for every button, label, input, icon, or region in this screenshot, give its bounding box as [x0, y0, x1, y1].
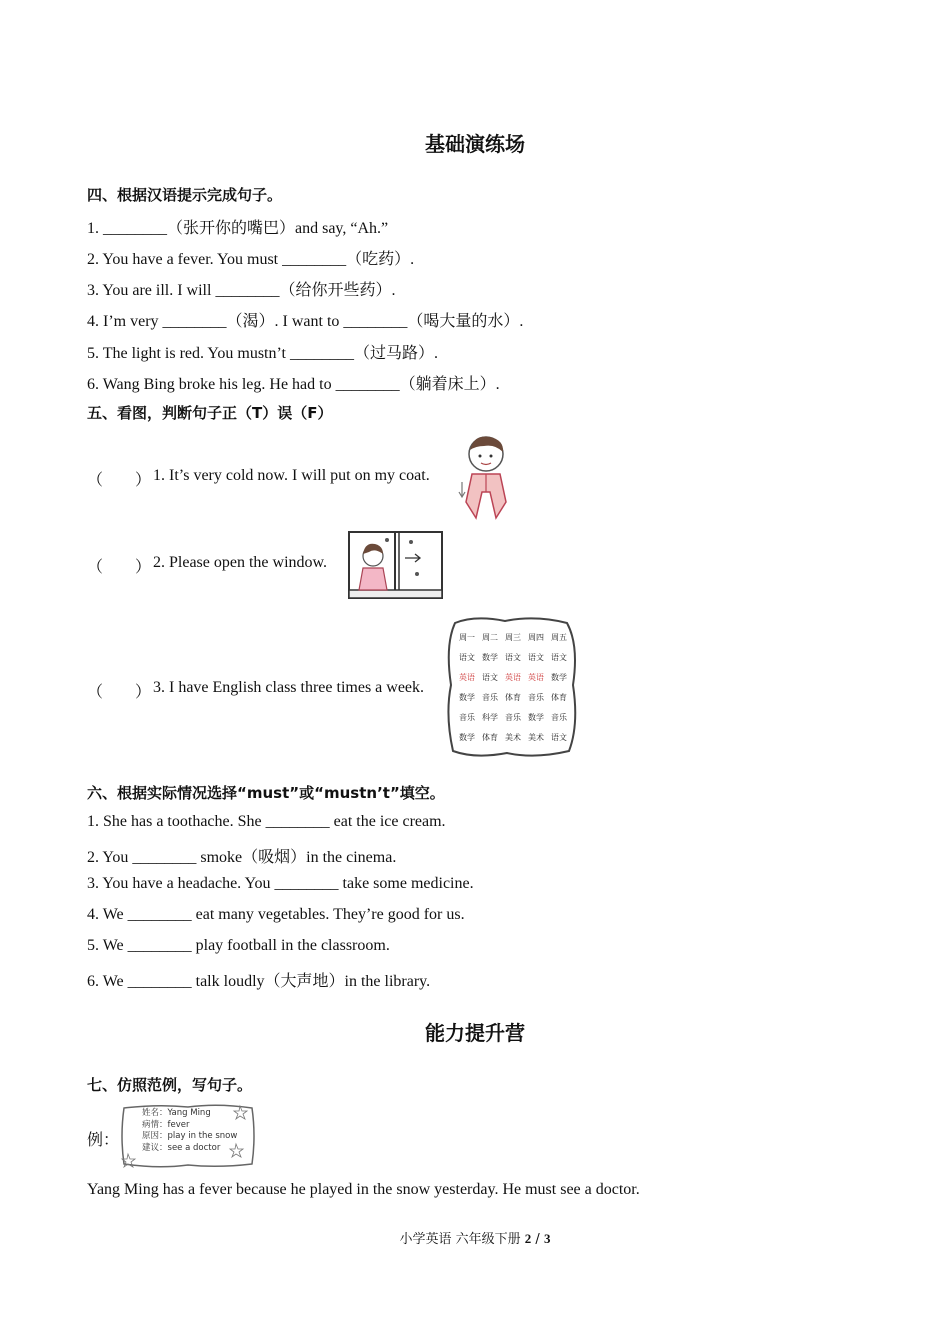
timetable-cell: 数学 [482, 653, 498, 662]
timetable-cell: 科学 [482, 713, 498, 722]
example-answer: Yang Ming has a fever because he played in the snow yesterday. He must see a doctor. [87, 1181, 640, 1198]
timetable-cell: 英语 [505, 673, 521, 682]
tf-bracket-1: （ ） [87, 472, 152, 489]
timetable-cell: 语文 [528, 653, 544, 662]
section-4-title: 四、根据汉语提示完成句子。 [87, 186, 283, 204]
timetable-cell: 数学 [459, 733, 475, 742]
card-key: 姓名： [142, 1108, 168, 1118]
tf-bracket-2: （ ） [87, 559, 152, 576]
card-key: 原因： [142, 1131, 168, 1141]
timetable-cell: 音乐 [528, 693, 544, 702]
patient-card [142, 1108, 237, 1154]
sec4-line-3: 3. You are ill. I will ________（给你开些药）. [87, 282, 396, 299]
timetable-illustration [445, 615, 580, 759]
boy-coat-illustration [450, 432, 525, 524]
sec4-line-2: 2. You have a fever. You must ________（吃药）. [87, 251, 415, 268]
footer-text: 小学英语 六年级下册 [399, 1232, 525, 1247]
example-label: 例： [87, 1132, 120, 1149]
sec4-line-1: 1. ________（张开你的嘴巴）and say, “Ah.” [87, 220, 389, 237]
timetable-cell: 美术 [528, 733, 544, 742]
tf-item-1: 1. It’s very cold now. I will put on my coat. [153, 467, 430, 484]
card-value: play in the snow [167, 1131, 238, 1141]
card-row-illness [142, 1120, 237, 1132]
timetable-cell: 语文 [551, 733, 567, 742]
timetable-cell: 音乐 [482, 693, 498, 702]
timetable-cell: 周五 [551, 633, 567, 642]
timetable-cell: 周四 [528, 633, 544, 642]
sec4-line-6: 6. Wang Bing broke his leg. He had to ________（躺着床上）. [87, 376, 500, 393]
card-row-name [142, 1108, 237, 1120]
tf-item-3: 3. I have English class three times a week. [153, 679, 425, 696]
sec6-line-6: 6. We ________ talk loudly（大声地）in the library. [87, 973, 431, 990]
timetable-cell: 音乐 [459, 713, 475, 722]
timetable-cell: 体育 [505, 693, 521, 702]
sec6-line-3: 3. You have a headache. You ________ take some medicine. [87, 875, 474, 892]
section-heading-advanced: 能力提升营 [425, 1021, 525, 1045]
timetable-cell: 体育 [482, 733, 498, 742]
card-value: fever [167, 1119, 190, 1130]
sec6-line-4: 4. We ________ eat many vegetables. They’re good for us. [87, 906, 465, 923]
sec4-line-5: 5. The light is red. You mustn’t ________（过马路）. [87, 345, 438, 362]
timetable-cell: 数学 [528, 713, 544, 722]
timetable-cell: 周三 [505, 633, 521, 642]
page-total: 3 [543, 1231, 551, 1246]
section-6-title: 六、根据实际情况选择“must”或“mustn’t”填空。 [87, 784, 445, 802]
timetable-cell: 美术 [505, 733, 521, 742]
page-separator: / [531, 1232, 544, 1247]
card-row-advice [142, 1143, 237, 1155]
section-7-title: 七、仿照范例，写句子。 [87, 1076, 253, 1094]
card-key: 建议： [142, 1142, 168, 1153]
timetable-cell: 英语 [528, 673, 544, 682]
timetable-cell: 数学 [551, 673, 567, 682]
girl-window-illustration [347, 530, 444, 600]
sec6-line-5: 5. We ________ play football in the classroom. [87, 937, 390, 954]
timetable-cell: 周二 [482, 633, 498, 642]
timetable-cell: 周一 [459, 633, 475, 642]
timetable-cell: 语文 [482, 673, 498, 682]
tf-item-2: 2. Please open the window. [153, 554, 328, 571]
timetable-cell: 体育 [551, 693, 567, 702]
card-value: see a doctor [167, 1142, 221, 1153]
timetable-cell: 语文 [505, 653, 521, 662]
timetable-cell: 音乐 [505, 713, 521, 722]
page-number: 2 [524, 1231, 532, 1246]
tf-bracket-3: （ ） [87, 684, 152, 701]
page-footer [0, 1228, 950, 1247]
timetable-cell: 语文 [551, 653, 567, 662]
timetable-cell: 数学 [459, 693, 475, 702]
section-heading-basic: 基础演练场 [425, 132, 525, 156]
sec6-line-2: 2. You ________ smoke（吸烟）in the cinema. [87, 849, 397, 866]
timetable-cell: 语文 [459, 653, 475, 662]
timetable-cell: 音乐 [551, 713, 567, 722]
section-5-title: 五、看图，判断句子正（T）误（F） [87, 404, 333, 422]
sec6-line-1: 1. She has a toothache. She ________ eat the ice cream. [87, 813, 446, 830]
card-row-reason [142, 1131, 237, 1143]
sec4-line-4: 4. I’m very ________（渴）. I want to ________（喝大量的水）. [87, 313, 524, 330]
card-key: 病情： [142, 1119, 168, 1130]
card-value: Yang Ming [167, 1108, 211, 1118]
timetable-cell: 英语 [459, 673, 475, 682]
